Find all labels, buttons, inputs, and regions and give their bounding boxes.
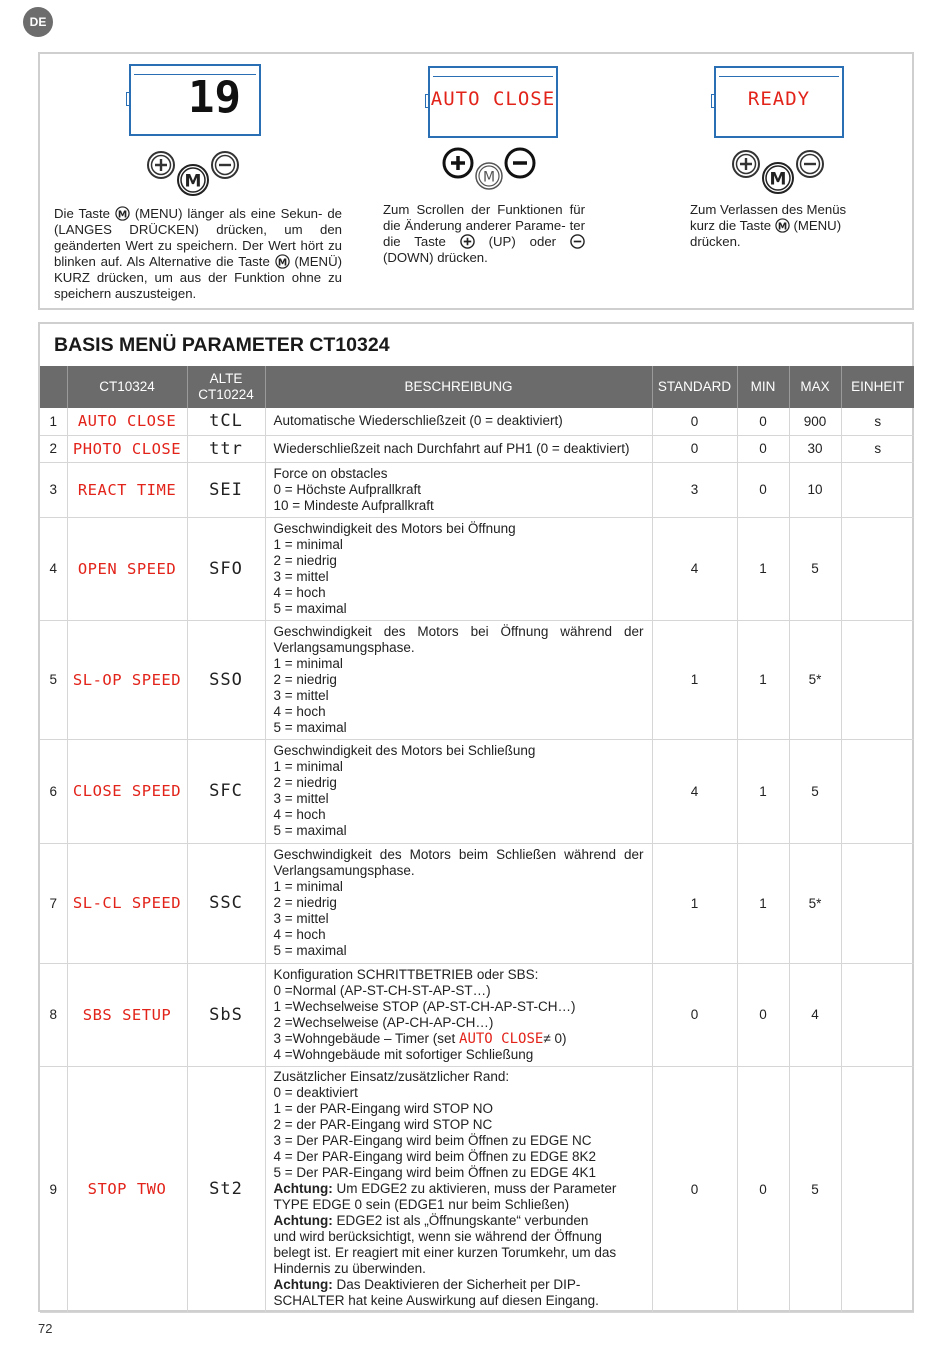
param-desc: Zusätzlicher Einsatz/zusätzlicher Rand: 0 = deaktiviert 1 = der PAR-Eingang wird STOP NO 2 = der PAR-Eingang wird STOP NC 3 = Der PAR-Eingang wird beim Öffnen zu EDGE NC 4 = Der PAR-Eingang wird beim Öffnen zu EDGE 8K2 5 = Der PAR-Eingang wird beim Öffnen zu EDGE 4K1 Achtung: Um EDGE2 zu aktivieren, muss der Parameter TYPE EDGE 0 sein (EDGE1 nur beim Schließen) Achtung: EDGE2 ist als „Öffnungskante“ verbunden und wird berücksichtigt, wenn sie während der Öffnung belegt ist. Er reagiert mit einer kurzen Torumkehr, um das Hindernis zu überwinden. Achtung: Das Deaktivieren der Sicherheit per DIP- SCHALTER hat keine Auswirkung auf diesen Eingang.: [265, 1066, 652, 1312]
display-number: 19: [188, 72, 241, 123]
param-desc: Geschwindigkeit des Motors beim Schließen während der Verlangsamungsphase. 1 = minimal 2 = niedrig 3 = mittel 4 = hoch 5 = maximal: [265, 843, 652, 963]
param-name: SL-OP SPEED: [67, 620, 187, 739]
col-max: MAX: [789, 366, 841, 408]
instruction-exit: Zum Verlassen des Menüs kurz die Taste M (MENU) drücken.: [690, 202, 847, 249]
table-row: 4 OPEN SPEED SFO Geschwindigkeit des Motors bei Öffnung 1 = minimal 2 = niedrig 3 = mittel 4 = hoch 5 = maximal 4 1 5: [40, 517, 914, 620]
display-text: AUTO CLOSE: [430, 88, 556, 110]
param-old-code: SFO: [187, 517, 265, 620]
param-old-code: St2: [187, 1066, 265, 1312]
plus-button-icon[interactable]: [731, 149, 761, 179]
param-name: PHOTO CLOSE: [67, 435, 187, 462]
parameter-table-section: [38, 322, 914, 1312]
param-name: SBS SETUP: [67, 963, 187, 1066]
plus-button-icon[interactable]: [442, 147, 474, 179]
param-desc: Force on obstacles 0 = Höchste Aufprallkraft 10 = Mindeste Aufprallkraft: [265, 462, 652, 517]
minus-button-icon[interactable]: [504, 147, 536, 179]
param-desc: Geschwindigkeit des Motors bei Schließung 1 = minimal 2 = niedrig 3 = mittel 4 = hoch 5 = maximal: [265, 739, 652, 843]
col-old: ALTE CT10224: [187, 366, 265, 408]
instruction-panel: [38, 52, 914, 310]
table-row: 5 SL-OP SPEED SSO Geschwindigkeit des Motors bei Öffnung während der Verlangsamungsphase. 1 = minimal 2 = niedrig 3 = mittel 4 = hoch 5 = maximal 1 1 5*: [40, 620, 914, 739]
param-name: OPEN SPEED: [67, 517, 187, 620]
display-text: READY: [747, 88, 811, 110]
col-min: MIN: [737, 366, 789, 408]
minus-key-icon: [570, 234, 585, 249]
param-old-code: SEI: [187, 462, 265, 517]
col-std: STANDARD: [652, 366, 737, 408]
button-group-3: [731, 149, 825, 195]
param-name: CLOSE SPEED: [67, 739, 187, 843]
table-header-row: [40, 366, 914, 408]
page-number: 72: [38, 1321, 53, 1336]
svg-text:M: M: [184, 171, 202, 192]
instruction-save: Die Taste M (MENU) länger als eine Sekun- de (LANGES DRÜCKEN) drücken, um den geänderten Wert zu speichern. Der Wert hört zu blinken auf. Als Alternative die Taste M (MENÜ) KURZ drücken, um aus der Funktion ohne zu speichern auszusteigen.: [54, 206, 343, 301]
menu-key-icon: [115, 206, 130, 221]
button-group-2: [442, 147, 536, 191]
svg-text:M: M: [277, 257, 287, 269]
param-old-code: ttr: [187, 435, 265, 462]
lcd-display-ready: [714, 66, 844, 138]
button-group-1: [146, 150, 240, 197]
param-desc: Konfiguration SCHRITTBETRIEB oder SBS: 0 =Normal (AP-ST-CH-ST-AP-ST…) 1 =Wechselweise STOP (AP-ST-CH-AP-ST-CH…) 2 =Wechselweise (AP-CH-AP-CH…) 3 =Wohngebäude – Timer (set AUTO CLOSE≠ 0) 4 =Wohngebäude mit sofortiger Schließung: [265, 963, 652, 1066]
plus-key-icon: [460, 234, 475, 249]
param-desc: Geschwindigkeit des Motors bei Öffnung 1 = minimal 2 = niedrig 3 = mittel 4 = hoch 5 = maximal: [265, 517, 652, 620]
parameter-table: [40, 366, 914, 1313]
param-name: REACT TIME: [67, 462, 187, 517]
language-badge: DE: [23, 7, 53, 37]
menu-button-icon[interactable]: [176, 163, 210, 197]
param-old-code: SFC: [187, 739, 265, 843]
svg-text:M: M: [769, 169, 787, 190]
col-unit: EINHEIT: [841, 366, 914, 408]
svg-text:M: M: [482, 169, 496, 186]
svg-text:M: M: [117, 209, 128, 221]
plus-button-icon[interactable]: [146, 150, 176, 180]
minus-button-icon[interactable]: [210, 150, 240, 180]
param-name: STOP TWO: [67, 1066, 187, 1312]
col-desc: BESCHREIBUNG: [265, 366, 652, 408]
param-desc: Geschwindigkeit des Motors bei Öffnung während der Verlangsamungsphase. 1 = minimal 2 = niedrig 3 = mittel 4 = hoch 5 = maximal: [265, 620, 652, 739]
menu-key-icon: [275, 254, 290, 269]
col-num: [40, 366, 67, 408]
table-title: BASIS MENÜ PARAMETER CT10324: [54, 334, 390, 356]
param-desc: Wiederschließzeit nach Durchfahrt auf PH1 (0 = deaktiviert): [265, 435, 652, 462]
inline-param-auto-close: AUTO CLOSE: [459, 1030, 544, 1047]
table-row: 3 REACT TIME SEI Force on obstacles 0 = Höchste Aufprallkraft 10 = Mindeste Aufprallkraft 3 0 10: [40, 462, 914, 517]
instruction-scroll: Zum Scrollen der Funktionen für die Änderung anderer Parame- ter die Taste (UP) oder (DOWN) drücken.: [383, 202, 585, 265]
param-name: SL-CL SPEED: [67, 843, 187, 963]
table-row: 9 STOP TWO St2 Zusätzlicher Einsatz/zusätzlicher Rand: 0 = deaktiviert 1 = der PAR-Eingang wird STOP NO 2 = der PAR-Eingang wird STOP NC 3 = Der PAR-Eingang wird beim Öffnen zu EDGE NC 4 = Der PAR-Eingang wird beim Öffnen zu EDGE 8K2 5 = Der PAR-Eingang wird beim Öffnen zu EDGE 4K1 Achtung: Um EDGE2 zu aktivieren, muss der Parameter TYPE EDGE 0 sein (EDGE1 nur beim Schließen) Achtung: EDGE2 ist als „Öffnungskante“ verbunden und wird berücksichtigt, wenn sie während der Öffnung belegt ist. Er reagiert mit einer kurzen Torumkehr, um das Hindernis zu überwinden. Achtung: Das Deaktivieren der Sicherheit per DIP- SCHALTER hat keine Auswirkung auf diesen Eingang. 0 0 5: [40, 1066, 914, 1312]
svg-text:M: M: [777, 221, 787, 233]
param-name: AUTO CLOSE: [67, 408, 187, 435]
menu-key-icon: [775, 218, 790, 233]
table-row: 8 SBS SETUP SbS Konfiguration SCHRITTBETRIEB oder SBS: 0 =Normal (AP-ST-CH-ST-AP-ST…) 1 =Wechselweise STOP (AP-ST-CH-AP-ST-CH…) 2 =Wechselweise (AP-CH-AP-CH…) 3 =Wohngebäude – Timer (set AUTO CLOSE≠ 0) 4 =Wohngebäude mit sofortiger Schließung 0 0 4: [40, 963, 914, 1066]
table-row: 6 CLOSE SPEED SFC Geschwindigkeit des Motors bei Schließung 1 = minimal 2 = niedrig 3 = mittel 4 = hoch 5 = maximal 4 1 5: [40, 739, 914, 843]
menu-button-icon[interactable]: [761, 161, 795, 195]
param-old-code: SSC: [187, 843, 265, 963]
param-desc: Automatische Wiederschließzeit (0 = deaktiviert): [265, 408, 652, 435]
lcd-display-value: [129, 64, 261, 136]
minus-button-icon[interactable]: [795, 149, 825, 179]
param-old-code: SSO: [187, 620, 265, 739]
param-old-code: tCL: [187, 408, 265, 435]
table-row: 7 SL-CL SPEED SSC Geschwindigkeit des Motors beim Schließen während der Verlangsamungsphase. 1 = minimal 2 = niedrig 3 = mittel 4 = hoch 5 = maximal 1 1 5*: [40, 843, 914, 963]
menu-button-icon[interactable]: [474, 161, 504, 191]
param-old-code: SbS: [187, 963, 265, 1066]
table-row: 2 PHOTO CLOSE ttr Wiederschließzeit nach Durchfahrt auf PH1 (0 = deaktiviert) 0 0 30 s: [40, 435, 914, 462]
lcd-display-auto-close: [428, 66, 558, 138]
table-row: 1 AUTO CLOSE tCL Automatische Wiederschließzeit (0 = deaktiviert) 0 0 900 s: [40, 408, 914, 435]
col-name: CT10324: [67, 366, 187, 408]
